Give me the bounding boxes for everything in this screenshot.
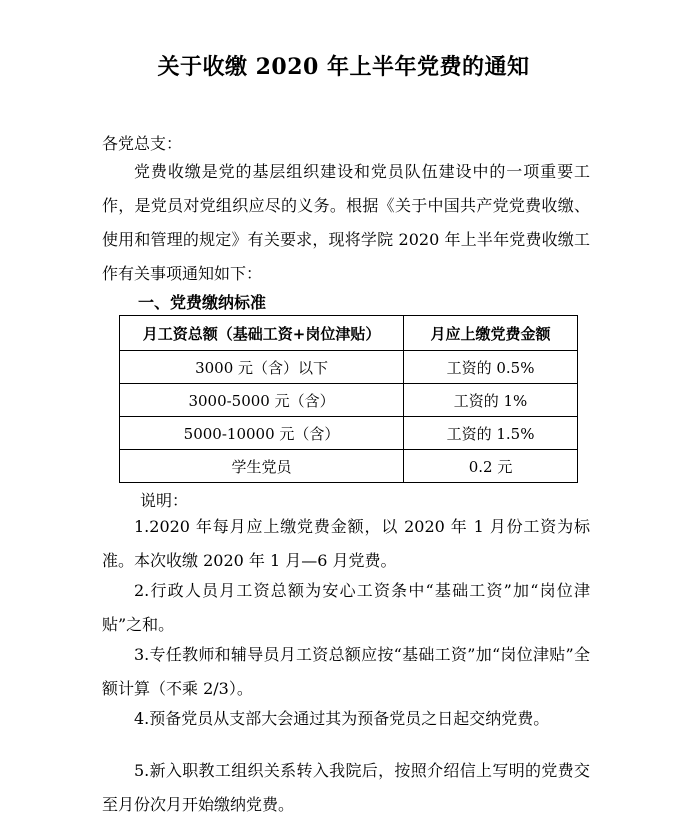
note-item-3: 3.专任教师和辅导员月工资总额应按“基础工资”加“岗位津贴”全额计算（不乘 2/3）。 (102, 645, 590, 698)
section-heading-fee-standard: 一、党费缴纳标准 (138, 293, 267, 312)
note-item-1: 1.2020 年每月应上缴党费金额，以 2020 年 1 月份工资为标准。本次收缴 2020 年 1 月—6 月党费。 (102, 517, 590, 570)
table-cell-fee: 工资的 1.5% (404, 417, 578, 450)
salutation: 各党总支： (102, 134, 183, 153)
note-item-4: 4.预备党员从支部大会通过其为预备党员之日起交纳党费。 (134, 709, 550, 728)
fee-standard-table (119, 315, 578, 483)
intro-paragraph: 党费收缴是党的基层组织建设和党员队伍建设中的一项重要工作，是党员对党组织应尽的义务。根据《关于中国共产党党费收缴、使用和管理的规定》有关要求，现将学院 2020 年上半年党费收缴工作有关事项通知如下： (102, 162, 590, 283)
table-row (120, 417, 578, 450)
table-cell-salary: 学生党员 (120, 450, 404, 483)
note-item-2: 2.行政人员月工资总额为安心工资条中“基础工资”加“岗位津贴”之和。 (102, 581, 590, 634)
table-header-row (120, 316, 578, 351)
table-row (120, 351, 578, 384)
note-item-5: 5.新入职教工组织关系转入我院后，按照介绍信上写明的党费交至月份次月开始缴纳党费。 (102, 761, 590, 814)
table-cell-salary: 3000 元（含）以下 (120, 351, 404, 384)
table-header-salary: 月工资总额（基础工资+岗位津贴） (120, 316, 404, 351)
table-row (120, 450, 578, 483)
table-cell-salary: 3000-5000 元（含） (120, 384, 404, 417)
table-cell-fee: 工资的 0.5% (404, 351, 578, 384)
table-cell-salary: 5000-10000 元（含） (120, 417, 404, 450)
table-row (120, 384, 578, 417)
document-title: 关于收缴 2020 年上半年党费的通知 (157, 54, 530, 80)
table-cell-fee: 工资的 1% (404, 384, 578, 417)
notes-label: 说明： (140, 491, 189, 510)
table-cell-fee: 0.2 元 (404, 450, 578, 483)
table-header-fee: 月应上缴党费金额 (404, 316, 578, 351)
